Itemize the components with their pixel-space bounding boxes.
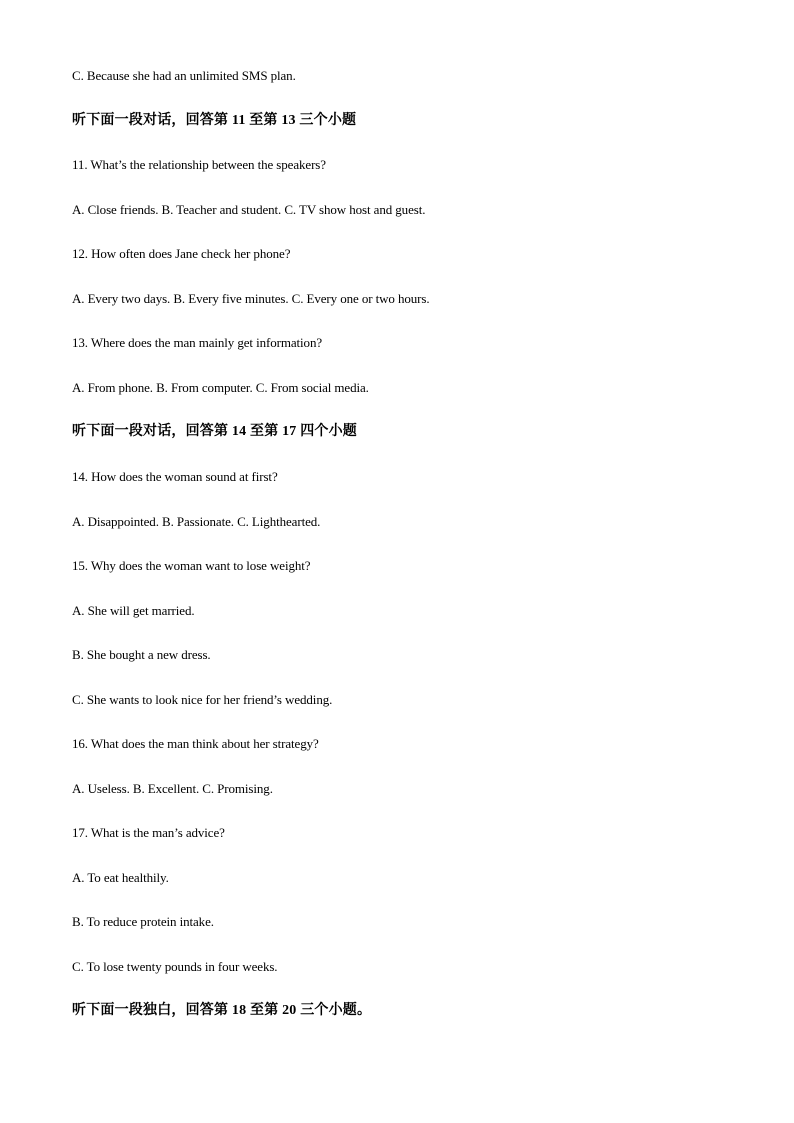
q12-question: 12. How often does Jane check her phone? [72, 246, 291, 261]
q17-question: 17. What is the man’s advice? [72, 825, 225, 840]
q13-options: A. From phone. B. From computer. C. From social media. [72, 380, 369, 395]
q10-option-c: C. Because she had an unlimited SMS plan. [72, 68, 296, 83]
q15-question: 15. Why does the woman want to lose weight? [72, 558, 311, 573]
q17-option-b: B. To reduce protein intake. [72, 914, 214, 929]
section-heading-11-13: 听下面一段对话，回答第 11 至第 13 三个小题 [72, 113, 357, 128]
section-heading-14-17: 听下面一段对话，回答第 14 至第 17 四个小题 [72, 424, 357, 439]
q16-question: 16. What does the man think about her strategy? [72, 736, 319, 751]
q12-options: A. Every two days. B. Every five minutes. C. Every one or two hours. [72, 291, 430, 306]
q17-option-c: C. To lose twenty pounds in four weeks. [72, 959, 278, 974]
q15-option-b: B. She bought a new dress. [72, 647, 211, 662]
section-heading-18-20: 听下面一段独白，回答第 18 至第 20 三个小题。 [72, 1003, 372, 1018]
q11-question: 11. What’s the relationship between the speakers? [72, 157, 326, 172]
q16-options: A. Useless. B. Excellent. C. Promising. [72, 781, 273, 796]
q17-option-a: A. To eat healthily. [72, 870, 169, 885]
q15-option-a: A. She will get married. [72, 603, 195, 618]
q15-option-c: C. She wants to look nice for her friend’s wedding. [72, 692, 333, 707]
q11-options: A. Close friends. B. Teacher and student. C. TV show host and guest. [72, 202, 426, 217]
q13-question: 13. Where does the man mainly get information? [72, 335, 323, 350]
q14-question: 14. How does the woman sound at first? [72, 469, 278, 484]
q14-options: A. Disappointed. B. Passionate. C. Lighthearted. [72, 514, 321, 529]
